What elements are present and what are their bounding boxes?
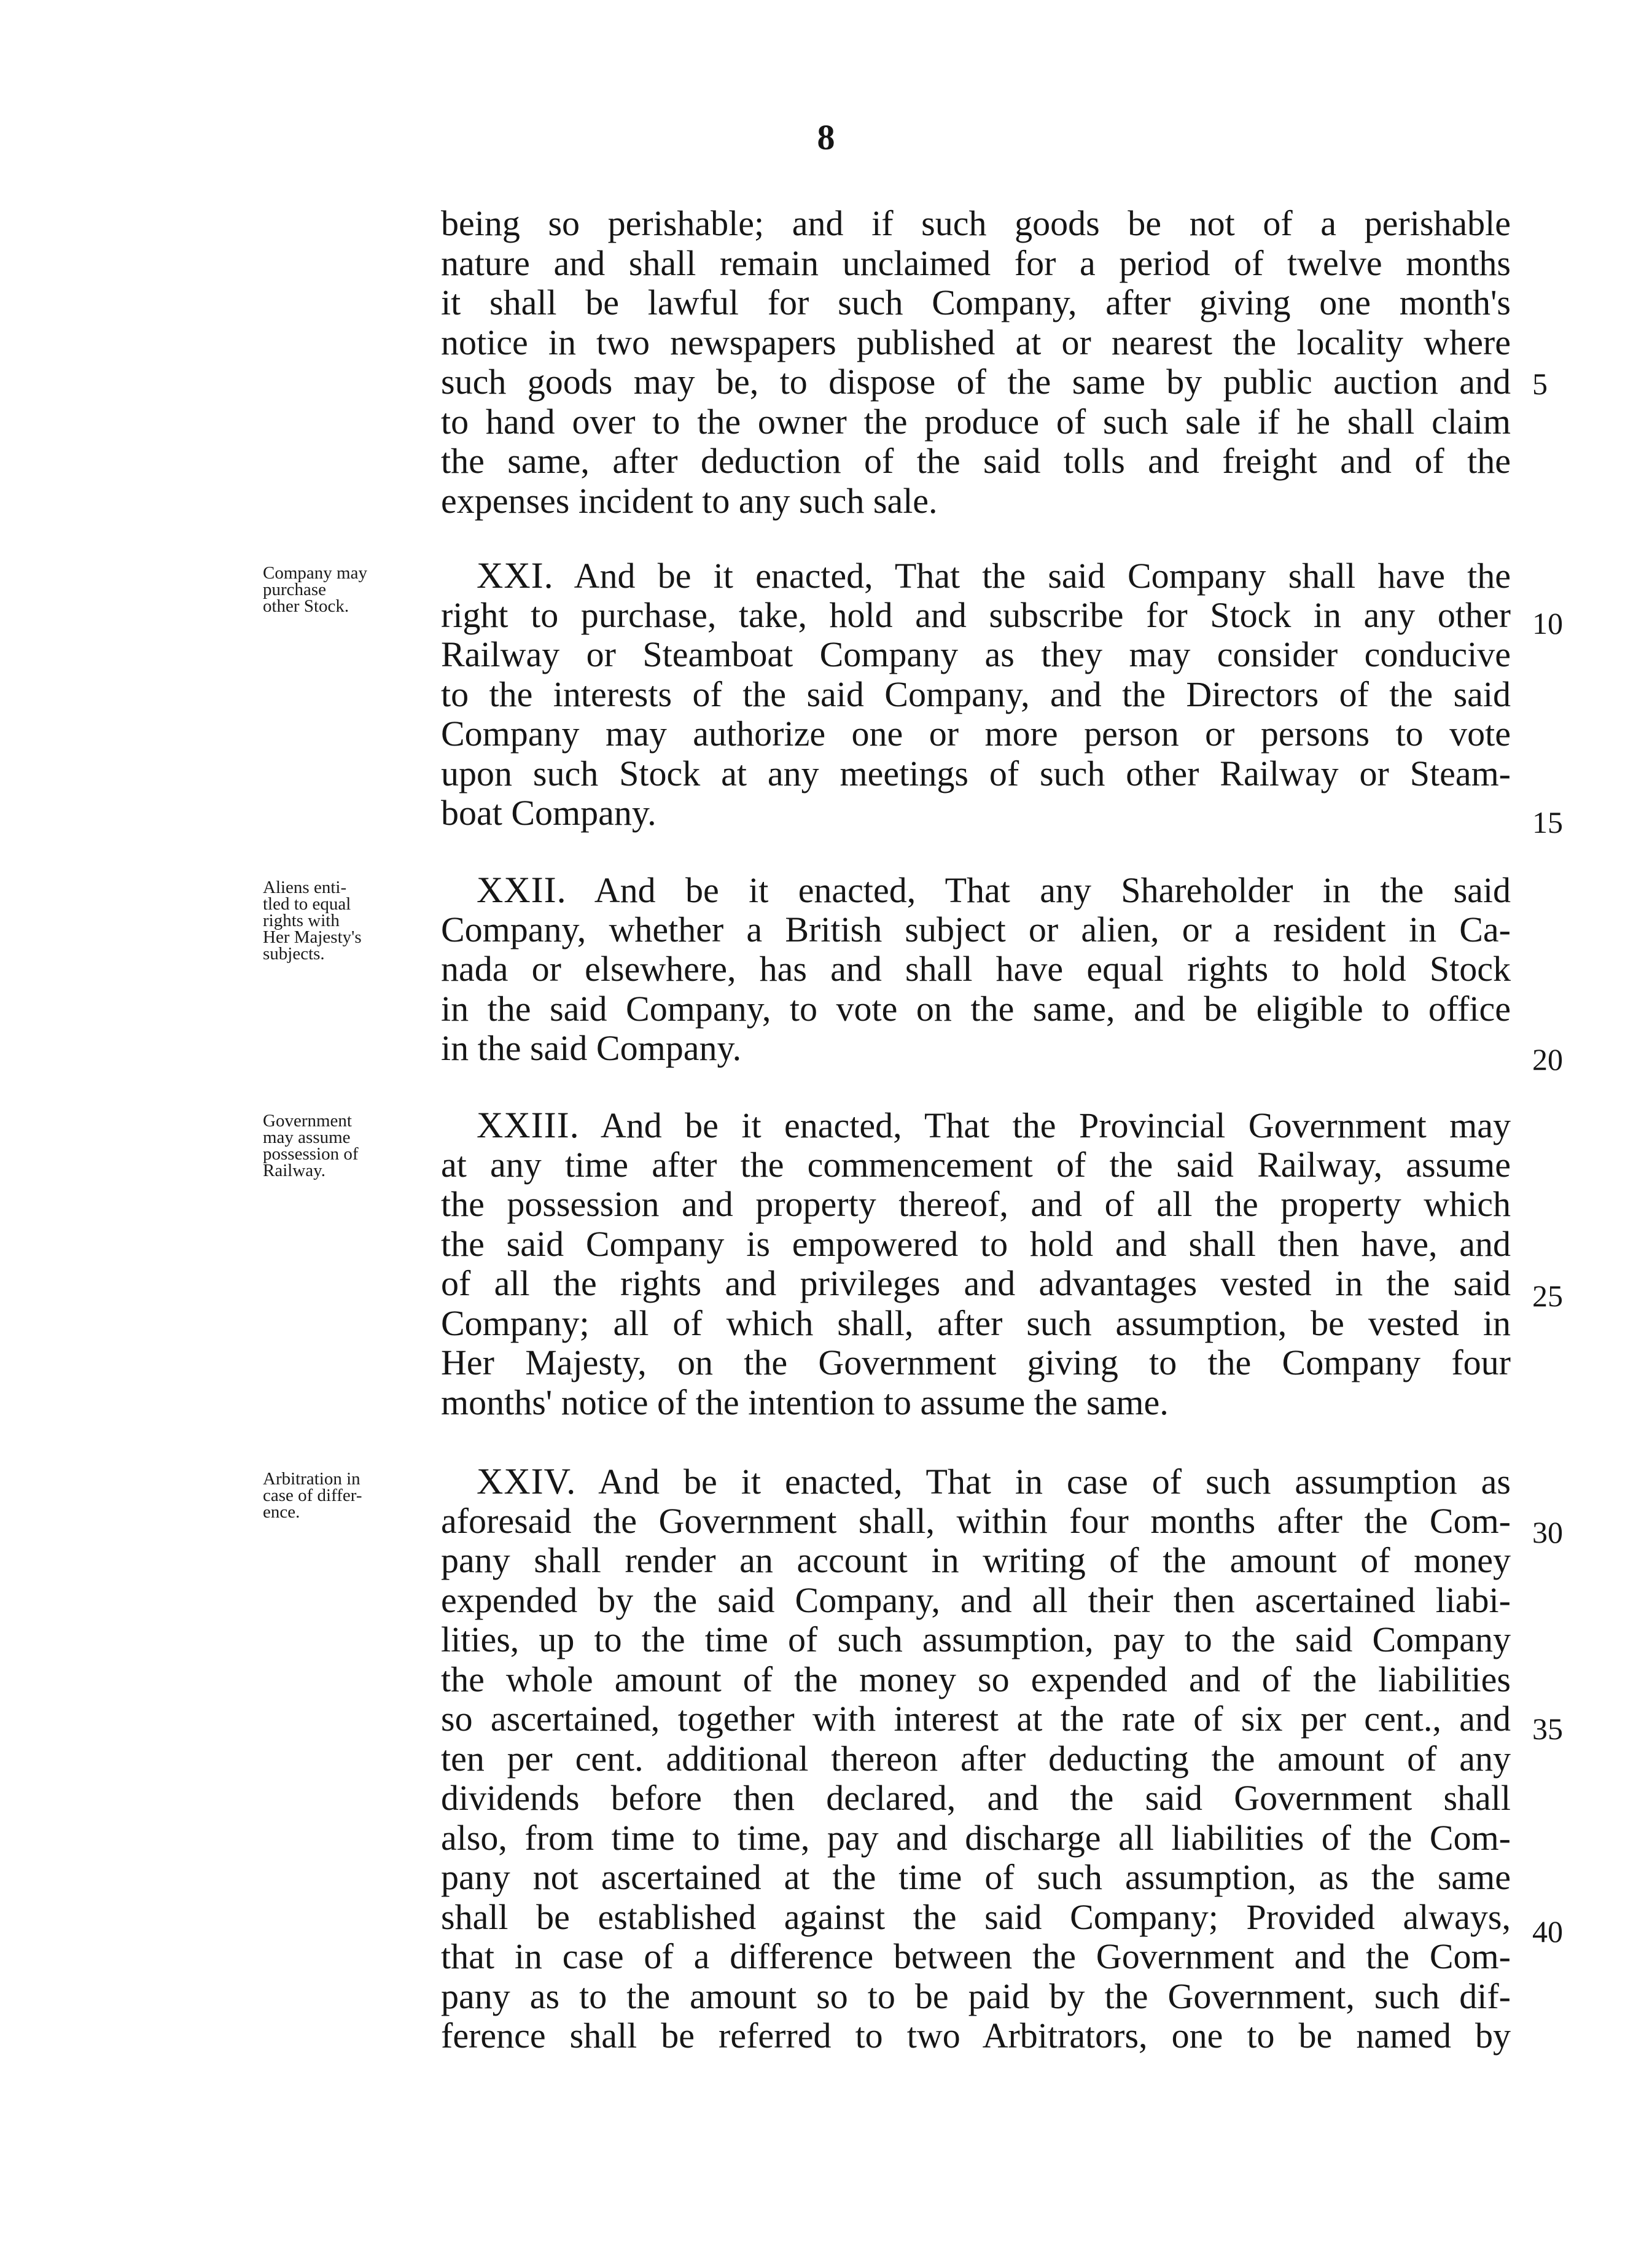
margin-note-line: Arbitration in (263, 1469, 360, 1489)
text-line: right to purchase, take, hold and subscribe for Stock in any other (441, 594, 1511, 635)
text-line: pany shall render an account in writing of the amount of money (441, 1540, 1511, 1580)
section-number: XXIV. (477, 1461, 577, 1502)
margin-note-xxiii (263, 1113, 426, 1179)
margin-note-line: ence. (263, 1502, 300, 1522)
page-number: 8 (817, 117, 835, 157)
text-line: notice in two newspapers published at or nearest the locality where (441, 322, 1511, 362)
text-line: aforesaid the Government shall, within four months after the Com- (441, 1500, 1511, 1541)
margin-note-line: purchase (263, 580, 327, 599)
text-line: such goods may be, to dispose of the same by public auction and (441, 362, 1511, 402)
text-line: at any time after the commencement of the said Railway, assume (441, 1144, 1511, 1185)
text-line: Her Majesty, on the Government giving to the Company four (441, 1343, 1511, 1382)
line-number: 10 (1532, 606, 1563, 641)
text-line: nature and shall remain unclaimed for a period of twelve months (441, 243, 1511, 283)
text-line (441, 870, 1511, 910)
text-line: dividends before then declared, and the said Government shall (441, 1778, 1511, 1818)
text-line: lities, up to the time of such assumption, pay to the said Company (441, 1619, 1511, 1659)
line-number: 25 (1532, 1279, 1563, 1313)
margin-note-line: Her Majesty's (263, 927, 362, 947)
text-line: the whole amount of the money so expended and of the liabilities (441, 1659, 1511, 1699)
margin-note-line: may assume (263, 1128, 351, 1147)
text-line: Company, whether a British subject or alien, or a resident in Ca- (441, 909, 1511, 949)
text-line: the possession and property thereof, and of all the property which (441, 1184, 1511, 1224)
section-first-line: And be it enacted, That the said Company shall have the (553, 556, 1511, 596)
text-line: to the interests of the said Company, and the Directors of the said (441, 674, 1511, 714)
text-line (441, 1462, 1511, 1502)
line-number: 20 (1532, 1042, 1563, 1077)
margin-note-line: Railway. (263, 1161, 326, 1180)
text-line: expended by the said Company, and all their then ascertained liabi- (441, 1580, 1511, 1620)
text-line: of all the rights and privileges and advantages vested in the said (441, 1263, 1511, 1303)
text-line (441, 556, 1511, 596)
line-number: 5 (1532, 367, 1548, 401)
text-line: in the said Company. (441, 1028, 742, 1068)
text-line: Company; all of which shall, after such assumption, be vested in (441, 1303, 1511, 1343)
section-number: XXIII. (477, 1105, 580, 1145)
section-number: XXII. (477, 870, 567, 910)
text-line: the same, after deduction of the said tolls and freight and of the (441, 441, 1511, 481)
section-xxiii (441, 1105, 1511, 1422)
line-number: 15 (1532, 805, 1563, 840)
text-line: that in case of a difference between the Government and the Com- (441, 1936, 1511, 1976)
text-line: to hand over to the owner the produce of such sale if he shall claim (441, 401, 1511, 442)
section-xxi (441, 556, 1511, 833)
text-line: shall be established against the said Company; Provided always, (441, 1896, 1511, 1937)
text-line: in the said Company, to vote on the same, and be eligible to office (441, 988, 1511, 1029)
text-line (441, 1105, 1511, 1145)
text-line: it shall be lawful for such Company, after giving one month's (441, 283, 1511, 322)
margin-note-line: Aliens enti- (263, 878, 347, 897)
margin-note-line: rights with (263, 911, 340, 930)
text-line: pany as to the amount so to be paid by the Government, such dif- (441, 1976, 1511, 2016)
text-line: boat Company. (441, 793, 657, 833)
line-number: 35 (1532, 1712, 1563, 1746)
text-line: also, from time to time, pay and discharge all liabilities of the Com- (441, 1817, 1511, 1858)
text-line: Railway or Steamboat Company as they may consider conducive (441, 634, 1511, 674)
text-line: Company may authorize one or more person or persons to vote (441, 714, 1511, 754)
section-first-line: And be it enacted, That in case of such assumption as (576, 1462, 1511, 1502)
margin-note-line: other Stock. (263, 596, 349, 616)
text-line: the said Company is empowered to hold and shall then have, and (441, 1223, 1511, 1264)
line-number: 30 (1532, 1515, 1563, 1549)
text-line: so ascertained, together with interest at the rate of six per cent., and (441, 1699, 1511, 1739)
text-line: ten per cent. additional thereon after deducting the amount of any (441, 1738, 1511, 1779)
margin-note-line: case of differ- (263, 1486, 362, 1505)
section-first-line: And be it enacted, That the Provincial Government may (579, 1105, 1511, 1145)
margin-note-line: Government (263, 1111, 352, 1131)
margin-note-xxi (263, 565, 426, 615)
section-first-line: And be it enacted, That any Shareholder in the said (566, 870, 1511, 910)
text-line: expenses incident to any such sale. (441, 480, 938, 521)
margin-note-line: possession of (263, 1144, 359, 1164)
section-xxii (441, 870, 1511, 1069)
margin-note-line: Company may (263, 563, 367, 583)
text-line: being so perishable; and if such goods be not of a perishable (441, 203, 1511, 243)
continuation-paragraph (441, 204, 1511, 521)
margin-note-xxiv (263, 1471, 426, 1521)
line-number: 40 (1532, 1914, 1563, 1949)
margin-note-line: tled to equal (263, 894, 351, 914)
section-xxiv (441, 1462, 1511, 2056)
text-line: pany not ascertained at the time of such assumption, as the same (441, 1857, 1511, 1897)
margin-note-line: subjects. (263, 944, 325, 964)
section-number: XXI. (477, 555, 554, 596)
margin-note-xxii (263, 879, 426, 962)
text-line: upon such Stock at any meetings of such other Railway or Steam- (441, 753, 1511, 793)
text-line: nada or elsewhere, has and shall have equal rights to hold Stock (441, 949, 1511, 989)
text-line: months' notice of the intention to assume the same. (441, 1382, 1169, 1422)
text-line: ference shall be referred to two Arbitrators, one to be named by (441, 2016, 1511, 2056)
